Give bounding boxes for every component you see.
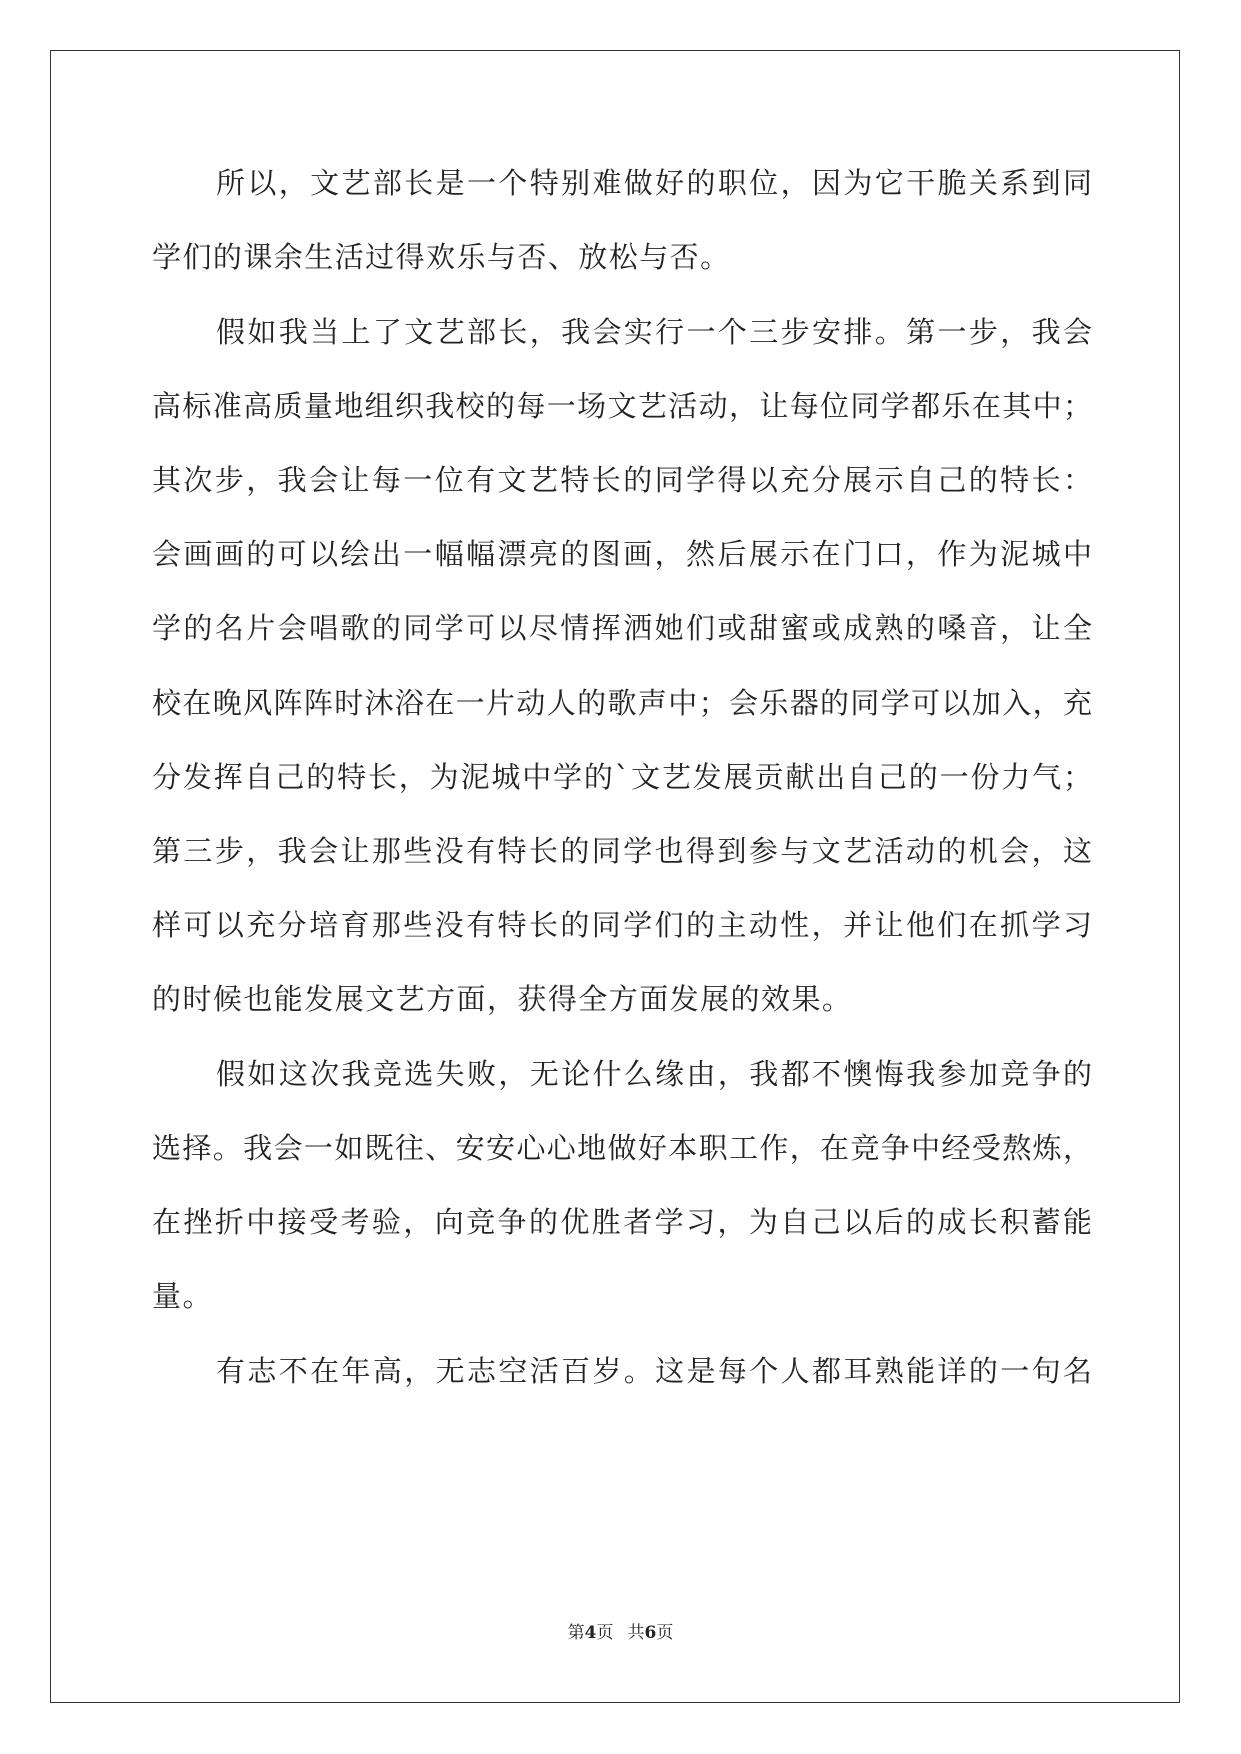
text-line: 高标准高质量地组织我校的每一场文艺活动，让每位同学都乐在其中； — [152, 389, 1092, 423]
page-border — [50, 50, 1180, 1703]
text-line: 选择。我会一如既往、安安心心地做好本职工作，在竞争中经受熬炼， — [152, 1131, 1092, 1165]
text-line: 假如这次我竞选失败，无论什么缘由，我都不懊悔我参加竞争的 — [216, 1057, 1092, 1091]
total-prefix: 共 — [627, 1623, 645, 1643]
text-line: 在挫折中接受考验，向竞争的优胜者学习，为自己以后的成长积蓄能 — [152, 1205, 1092, 1239]
page-suffix: 页 — [596, 1623, 614, 1643]
text-line: 会画画的可以绘出一幅幅漂亮的图画，然后展示在门口，作为泥城中 — [152, 537, 1092, 571]
text-line: 有志不在年高，无志空活百岁。这是每个人都耳熟能详的一句名 — [216, 1354, 1092, 1388]
page-current: 4 — [584, 1623, 597, 1643]
text-line: 学的名片会唱歌的同学可以尽情挥洒她们或甜蜜或成熟的嗓音，让全 — [152, 611, 1092, 645]
text-line: 分发挥自己的特长，为泥城中学的`文艺发展贡献出自己的一份力气； — [152, 760, 1092, 794]
page-total: 6 — [644, 1623, 657, 1643]
page-prefix: 第 — [567, 1623, 585, 1643]
text-line: 量。 — [152, 1279, 213, 1313]
text-line: 校在晚风阵阵时沐浴在一片动人的歌声中；会乐器的同学可以加入，充 — [152, 686, 1092, 720]
page-footer — [0, 1618, 1241, 1643]
text-line: 假如我当上了文艺部长，我会实行一个三步安排。第一步，我会 — [216, 315, 1092, 349]
text-line: 第三步，我会让那些没有特长的同学也得到参与文艺活动的机会，这 — [152, 834, 1092, 868]
text-line: 所以，文艺部长是一个特别难做好的职位，因为它干脆关系到同 — [216, 166, 1092, 200]
text-line: 学们的课余生活过得欢乐与否、放松与否。 — [152, 240, 731, 274]
text-line: 的时候也能发展文艺方面，获得全方面发展的效果。 — [152, 982, 853, 1016]
text-line: 样可以充分培育那些没有特长的同学们的主动性，并让他们在抓学习 — [152, 908, 1092, 942]
total-suffix: 页 — [656, 1623, 674, 1643]
text-line: 其次步，我会让每一位有文艺特长的同学得以充分展示自己的特长： — [152, 463, 1092, 497]
